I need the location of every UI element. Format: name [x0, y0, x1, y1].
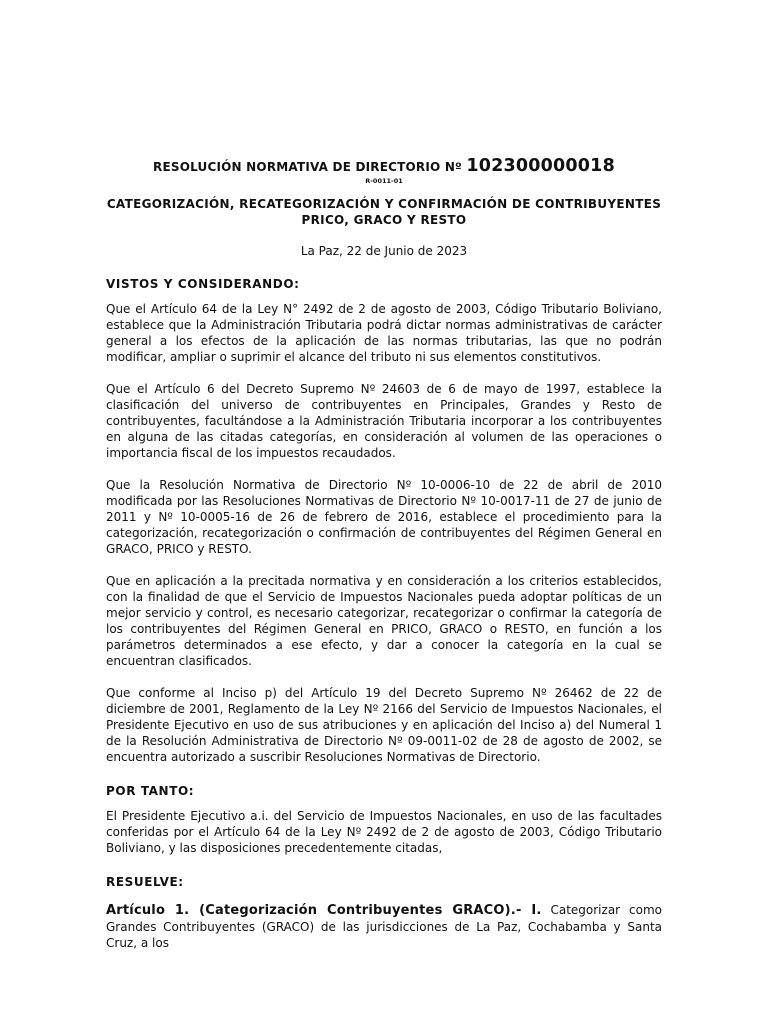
considerando-paragraph-1: Que el Artículo 64 de la Ley N° 2492 de 2 de agosto de 2003, Código Tributario Boliviano, establece que la Administración Tributaria podrá dictar normas administrativas de carácter general a los efectos de la aplicación de las normas tributarias, las que no podrán modificar, ampliar o suprimir el alcance del tributo ni sus elementos constitutivos. [106, 302, 662, 364]
resuelve-heading: RESUELVE: [106, 875, 184, 889]
resolution-subtitle [106, 196, 662, 228]
document-code: R-0011-01 [365, 177, 403, 185]
resolution-title [106, 156, 662, 176]
document-date: La Paz, 22 de Junio de 2023 [300, 244, 468, 258]
article-1-paragraph [106, 902, 662, 951]
document-body [106, 156, 662, 951]
considerando-paragraph-4: Que en aplicación a la precitada normativa y en consideración a los criterios establecidos, con la finalidad de que el Servicio de Impuestos Nacionales pueda adoptar políticas de un mejor servicio y control, es necesario categorizar, recategorizar o confirmar la categoría de los contribuyentes del Régimen General en PRICO, GRACO o RESTO, en función a los parámetros determinados a ese efecto, y dar a conocer la categoría en la cual se encuentran clasificados. [106, 574, 662, 668]
resolution-number: 102300000018 [466, 156, 615, 176]
por-tanto-heading: POR TANTO: [106, 784, 195, 798]
subtitle-line-1: CATEGORIZACIÓN, RECATEGORIZACIÓN Y CONFIRMACIÓN DE CONTRIBUYENTES [106, 197, 662, 211]
considerando-paragraph-5: Que conforme al Inciso p) del Artículo 19 del Decreto Supremo Nº 26462 de 22 de diciembre de 2001, Reglamento de la Ley Nº 2166 del Servicio de Impuestos Nacionales, el Presidente Ejecutivo en uso de sus atribuciones y en aplicación del Inciso a) del Numeral 1 de la Resolución Administrativa de Directorio Nº 09-0011-02 de 28 de agosto de 2002, se encuentra autorizado a suscribir Resoluciones Normativas de Directorio. [106, 686, 662, 764]
considerando-paragraph-2: Que el Artículo 6 del Decreto Supremo Nº 24603 de 6 de mayo de 1997, establece la clasificación del universo de contribuyentes en Principales, Grandes y Resto de contribuyentes, facultándose a la Administración Tributaria incorporar a los contribuyentes en alguna de las citadas categorías, en consideración al volumen de las operaciones o importancia fiscal de los impuestos recaudados. [106, 382, 662, 460]
article-1-heading: Artículo 1. (Categorización Contribuyentes GRACO).- I. [106, 903, 542, 918]
considerando-paragraph-3: Que la Resolución Normativa de Directorio Nº 10-0006-10 de 22 de abril de 2010 modificada por las Resoluciones Normativas de Directorio Nº 10-0017-11 de 27 de junio de 2011 y Nº 10-0005-16 de 26 de febrero de 2016, establece el procedimiento para la categorización, recategorización o confirmación de contribuyentes del Régimen General en GRACO, PRICO y RESTO. [106, 478, 662, 556]
article-1-text: Categorizar como Grandes Contribuyentes (GRACO) de las jurisdicciones de La Paz, Cochabamba y Santa Cruz, a los [106, 903, 662, 950]
resolution-title-prefix: RESOLUCIÓN NORMATIVA DE DIRECTORIO Nº [153, 160, 463, 174]
por-tanto-paragraph: El Presidente Ejecutivo a.i. del Servicio de Impuestos Nacionales, en uso de las facultades conferidas por el Artículo 64 de la Ley Nº 2492 de 2 de agosto de 2003, Código Tributario Boliviano, y las disposiciones precedentemente citadas, [106, 809, 662, 855]
vistos-heading: VISTOS Y CONSIDERANDO: [106, 277, 300, 291]
subtitle-line-2: PRICO, GRACO Y RESTO [301, 213, 467, 227]
